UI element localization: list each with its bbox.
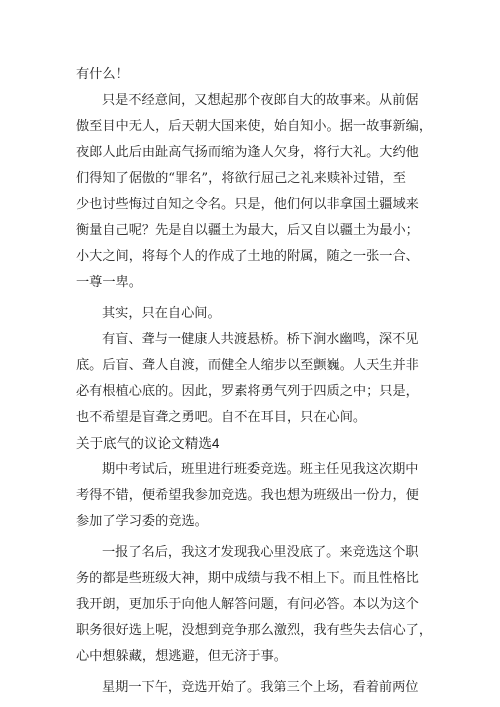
paragraph-start-line: 一报了名后，我这才发现我心里没底了。来竞选这个职 [102, 545, 419, 560]
text-line: 心中想躲藏，想逃避，但无济于事。 [76, 649, 287, 664]
text-line: 衡量自己呢？先是自以疆土为最大，后又自以疆土为最小； [76, 223, 419, 238]
text-line: 少也讨些悔过自知之令名。只是，他们何以非拿国土疆域来 [76, 197, 419, 212]
paragraph-start-line: 有盲、聋与一健康人共渡悬桥。桥下涧水幽鸣，深不见 [102, 332, 419, 347]
text-line: 有什么！ [76, 67, 129, 82]
text-line: 我开朗，更加乐于向他人解答问题，有问必答。本以为这个 [76, 597, 419, 612]
paragraph-start-line: 期中考试后，班里进行班委竞选。班主任见我这次期中 [102, 462, 419, 477]
text-line: 参加了学习委的竞选。 [76, 514, 208, 529]
text-line: 底。后盲、聋人自渡，而健全人缩步以至颤巍。人天生并非 [76, 358, 419, 373]
paragraph-start-line: 只是不经意间，又想起那个夜郎自大的故事来。从前倨 [102, 93, 419, 108]
text-line: 们得知了倨傲的“罪名”，将欲行屈己之礼来赎补过错，至 [76, 171, 406, 186]
text-line: 职务很好选上呢，没想到竞争那么激烈，我有些失去信心了， [76, 623, 433, 638]
text-line: 夜郎人此后由趾高气扬而缩为逢人欠身，将行大礼。大约他 [76, 145, 419, 160]
text-line: 一尊一卑。 [76, 275, 142, 290]
text-line: 考得不错，便希望我参加竞选。我也想为班级出一份力，便 [76, 488, 419, 503]
paragraph-start-line: 星期一下午，竞选开始了。我第三个上场，看着前两位 [102, 680, 419, 695]
section-heading: 关于底气的议论文精选4 [76, 436, 220, 451]
text-line: 小大之间，将每个人的作成了土地的附属，随之一张一合、 [76, 249, 419, 264]
text-line: 务的都是些班级大神，期中成绩与我不相上下。而且性格比 [76, 571, 419, 586]
text-line: 也不希望是盲聋之勇吧。自不在耳目，只在心间。 [76, 410, 367, 425]
text-line: 傲至目中无人，后天朝大国来使，始自知小。据一故事新编， [76, 119, 433, 134]
paragraph-start-line: 其实，只在自心间。 [102, 306, 221, 321]
text-line: 必有根植心底的。因此，罗素将勇气列于四质之中；只是， [76, 384, 419, 399]
